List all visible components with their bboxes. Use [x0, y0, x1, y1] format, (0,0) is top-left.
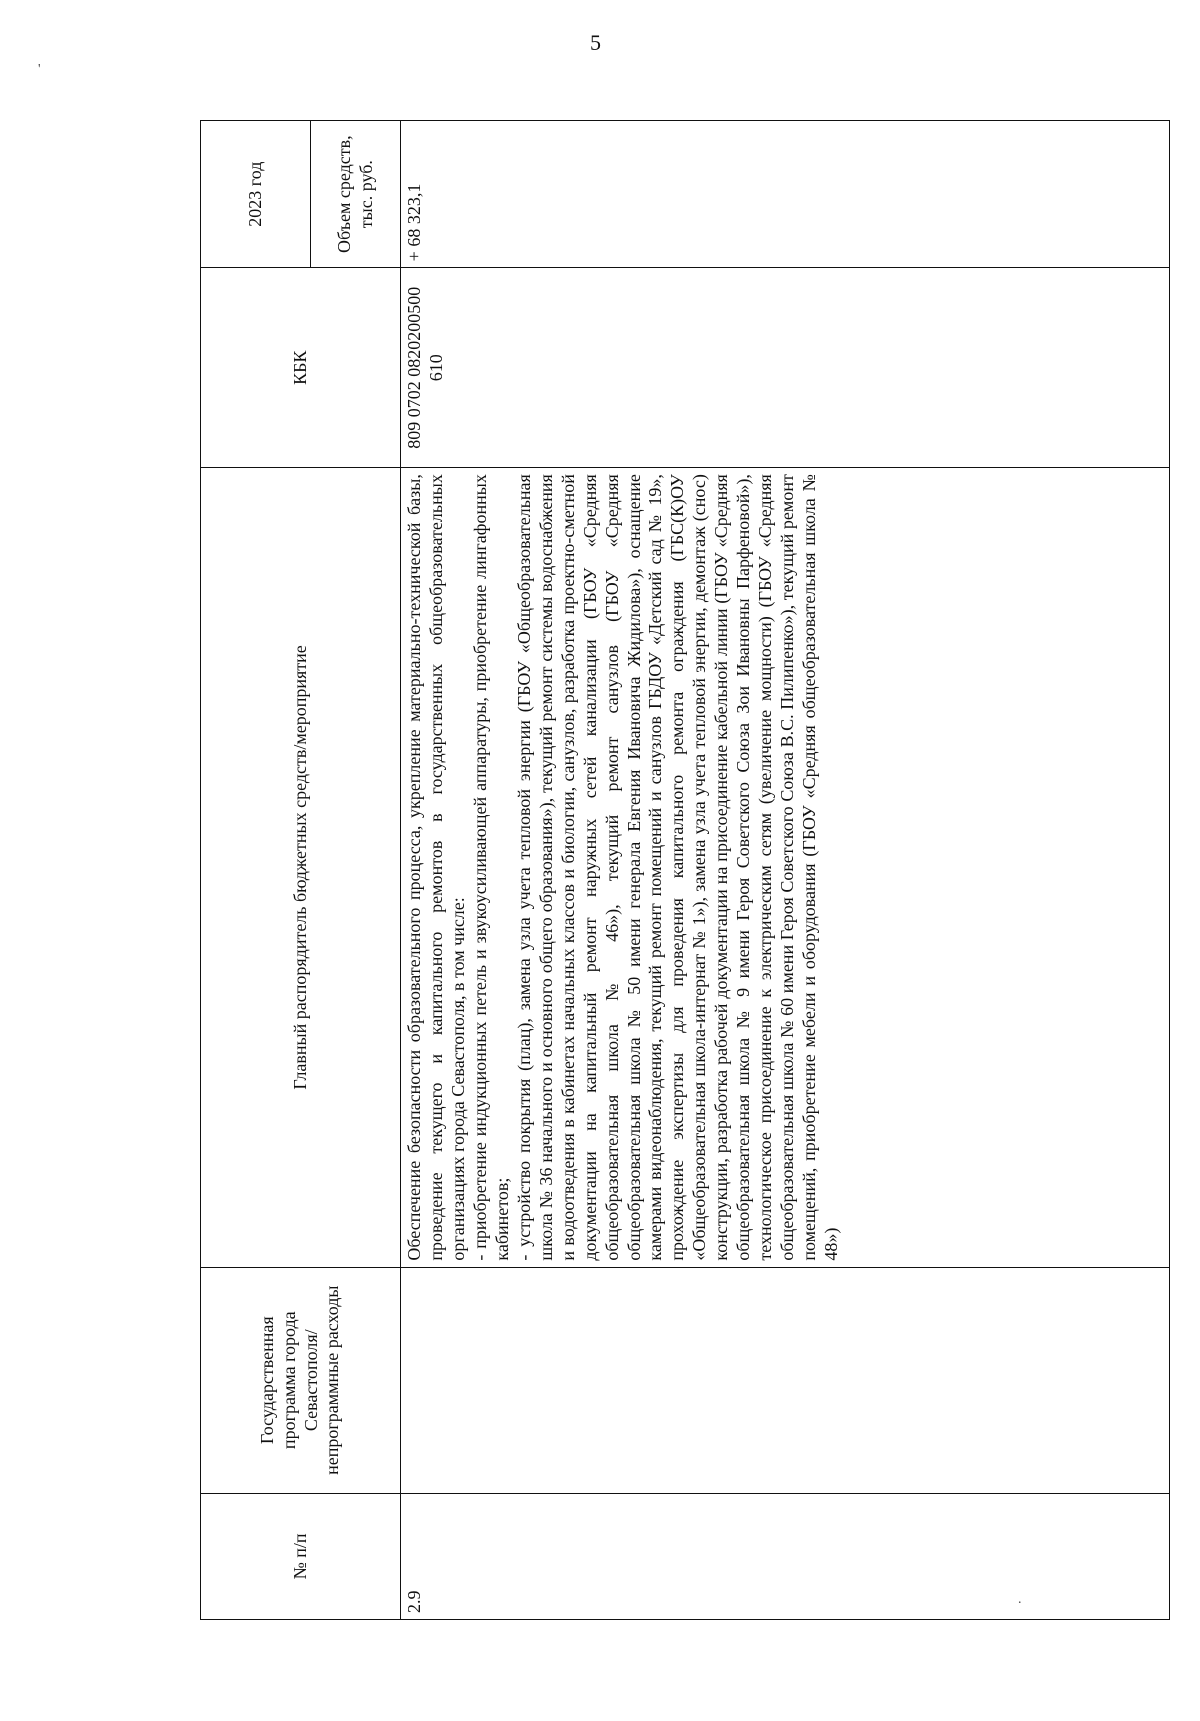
cell-description	[401, 468, 1170, 1267]
header-volume: Объем средств, тыс. руб.	[311, 121, 401, 268]
header-program: Государственная программа города Севастополя/ непрограммные расходы	[201, 1267, 401, 1493]
header-row	[201, 121, 311, 1620]
cell-num: 2.9	[401, 1493, 1170, 1619]
scan-speck: '	[38, 62, 41, 77]
rotated-table-container	[200, 120, 1170, 1620]
header-distributor: Главный распорядитель бюджетных средств/мероприятие	[201, 468, 401, 1267]
cell-kbk: 809 0702 0820200500 610	[401, 268, 1170, 468]
description-paragraph: - приобретение индукционных петель и звукоусиливающей аппаратуры, приобретение лингафонных кабинетов;	[469, 474, 512, 1261]
table-rotor	[200, 120, 1170, 1620]
page-number: 5	[590, 30, 601, 55]
cell-program	[401, 1267, 1170, 1493]
header-num: № п/п	[201, 1493, 401, 1619]
table-row	[401, 121, 1170, 1620]
cell-volume: + 68 323,1	[401, 121, 1170, 268]
header-year: 2023 год	[201, 121, 311, 268]
description-paragraph: - устройство покрытия (плац), замена узла учета тепловой энергии (ГБОУ «Общеобразовательная школа № 36 начального и основного общего образования»), текущий ремонт системы водоснабжения и водоотведения в кабинетах начальных классов и биологии, санузлов, разработка проектно-сметной документации на капитальный ремонт наружных сетей канализации (ГБОУ «Средняя общеобразовательная школа № 46»), текущий ремонт санузлов (ГБОУ «Средняя общеобразовательная школа № 50 имени генерала Евгения Ивановича Жидилова»), оснащение камерами видеонаблюдения, текущий ремонт помещений и санузлов ГБДОУ «Детский сад № 19», прохождение экспертизы для проведения капитального ремонта ограждения (ГБС(К)ОУ «Общеобразовательная школа-интернат № 1»), замена узла учета тепловой энергии, демонтаж (снос) конструкции, разработка рабочей документации на присоединение кабельной линии (ГБОУ «Средняя общеобразовательная школа № 9 имени Героя Советского Союза Зои Ивановны Парфеновой»), технологическое присоединение к электрическим сетям (увеличение мощности) (ГБОУ «Средняя общеобразовательная школа № 60 имени Героя Советского Союза В.С. Пилипенко»), текущий ремонт помещений, приобретение мебели и оборудования (ГБОУ «Средняя общеобразовательная школа № 48»)	[513, 474, 842, 1261]
description-paragraph: Обеспечение безопасности образовательного процесса, укрепление материально-технической базы, проведение текущего и капитального ремонтов в государственных общеобразовательных организациях города Севастополя, в том числе:	[404, 474, 468, 1261]
header-kbk: КБК	[201, 268, 401, 468]
scan-speck: .	[1018, 1592, 1022, 1607]
budget-table	[200, 120, 1170, 1620]
